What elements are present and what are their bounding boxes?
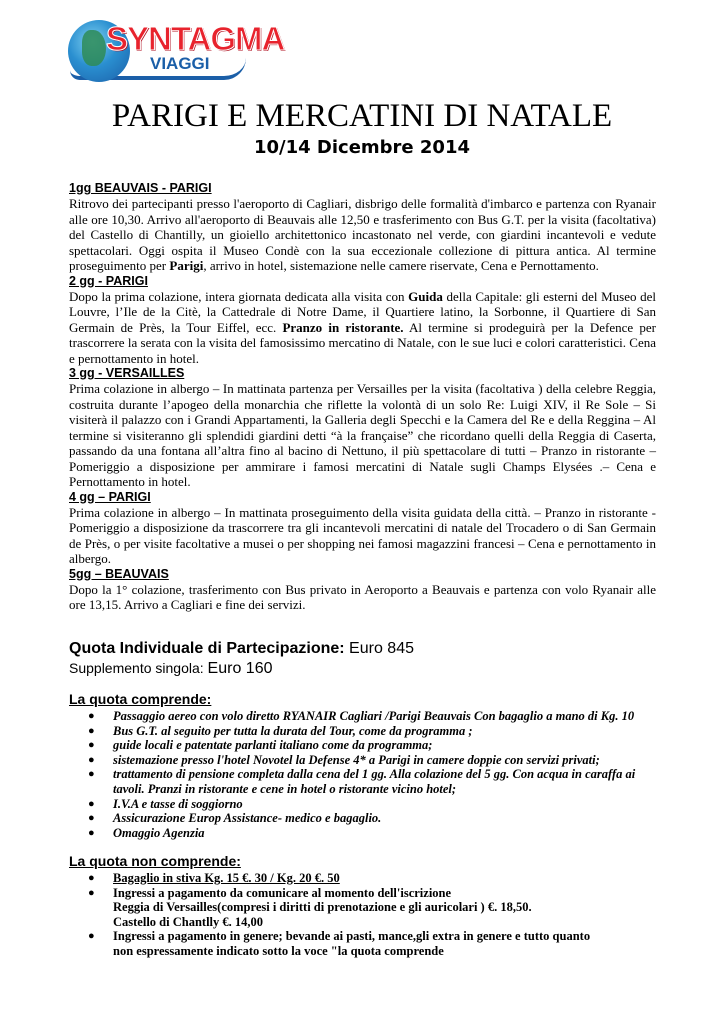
day-heading: 3 gg - VERSAILLES xyxy=(69,366,185,380)
includes-item: ● Bus G.T. al seguito per tutta la durata del Tour, come da programma ; xyxy=(88,724,668,739)
day-description xyxy=(69,381,656,490)
excludes-item-line: ● Ingressi a pagamento in genere; bevande ai pasti, mance,gli extra in genere e tutto quanto xyxy=(113,929,591,944)
day-heading: 4 gg – PARIGI xyxy=(69,489,151,504)
excludes-item xyxy=(88,886,668,930)
includes-item: ● I.V.A e tasse di soggiorno xyxy=(88,797,668,812)
text: Prima colazione in albergo – In mattinata proseguimento della visita guidata della città. – Pranzo in ristorante - Pomeriggio a disposizione da trascorrere tra gli incantevoli mercatini di natale del Trocadero o di San Germain de Près, o per visite facoltative a musei o per shopping nei famosi magazzini francesi – Cena e pernottamento in albergo. xyxy=(69,504,656,566)
excludes-item xyxy=(88,871,668,886)
syntagma-logo xyxy=(66,14,285,86)
day-description xyxy=(69,289,656,367)
excludes-item-line: ● Ingressi a pagamento da comunicare al momento dell'iscrizione xyxy=(113,885,452,900)
excludes-item-line: non espressamente indicato sotto la voce "la quota comprende xyxy=(113,943,444,958)
text: Dopo la prima colazione, intera giornata dedicata alla visita con xyxy=(69,288,409,304)
quota-label: Quota Individuale di Partecipazione: xyxy=(69,640,345,657)
excludes-item-line: Castello di Chantlly €. 14,00 xyxy=(113,914,264,929)
text: Prima colazione in albergo – In mattinata partenza per Versailles per la visita (facoltativa ) della celebre Reggia, costruita durante l’apogeo della monarchia che riflette la volontà di un solo Re: Luigi XIV, il Re Sole – Si visiterà il palazzo con i Grandi Appartamenti, la Galleria degli Specchi e la Camera del Re e della Reggina – Al termine si visiteranno gli splendidi giardini detti “à la française” che ricordano quelli della Reggia di Caserta, passando da una fontana all’altra fino al bacino di Nettuno, il più spettacolare di tutti – Pranzo in ristorante – Pomeriggio a disposizione per ammirare i famosi mercatini di Natale sugli Champs Elysées .– Cena e Pernottamento in hotel. xyxy=(69,381,656,489)
single-supplement-price: Euro 160 xyxy=(207,660,273,677)
text: della Capitale: gli esterni del Museo del Louvre, l’Ile de la Citè, la Cattedrale di Notre Dame, il Quartiere latino, la Sorbonne, il Quartiere di San Germain de Près, la Tour Eiffel, ecc. xyxy=(69,288,656,335)
text: Al termine si prodeguirà per la Defence per trascorrere la serata con la visita del famosissimo mercatino di Natale, con le sue luci e colori caratteristici. Cena e pernottamento in hotel. xyxy=(69,319,656,366)
includes-item: ● sistemazione presso l'hotel Novotel la Defense 4* a Parigi in camere doppie con servizi privati; xyxy=(88,753,668,768)
itinerary xyxy=(69,181,656,613)
excludes-item-line: Reggia di Versailles(compresi i diritti di prenotazione e gli auricolari ) €. 18,50. xyxy=(113,900,532,915)
text: , arrivo in hotel, sistemazione nelle camere riservate, Cena e Pernottamento. xyxy=(203,258,599,273)
day-heading: 5gg – BEAUVAIS xyxy=(69,566,169,581)
excludes-heading: La quota non comprende: xyxy=(69,853,241,869)
day-description xyxy=(69,582,656,613)
bold-text: Parigi xyxy=(169,258,204,273)
includes-item: ● Assicurazione Europ Assistance- medico e bagaglio. xyxy=(88,811,668,826)
document-title: PARIGI E MERCATINI DI NATALE xyxy=(111,98,613,134)
includes-item: ● Omaggio Agenzia xyxy=(88,826,668,841)
bold-text: Guida xyxy=(408,288,443,304)
quota-price: Euro 845 xyxy=(344,640,414,657)
quota-line xyxy=(69,640,414,658)
text: Dopo la 1° colazione, trasferimento con Bus privato in Aeroporto a Beauvais e partenza con volo Ryanair alle ore 13,15. Arrivo a Cagliari e fine dei servizi. xyxy=(69,581,656,612)
excludes-item xyxy=(88,929,668,958)
single-supplement xyxy=(69,660,272,678)
day-description xyxy=(69,196,656,274)
single-supplement-label: Supplemento singola: xyxy=(69,660,208,676)
includes-heading: La quota comprende: xyxy=(69,691,212,707)
bold-text: Pranzo in ristorante. xyxy=(282,319,404,335)
includes-item: ● Passaggio aereo con volo diretto RYANAIR Cagliari /Parigi Beauvais Con bagaglio a mano di Kg. 10 xyxy=(88,709,668,724)
includes-item: ● guide locali e patentate parlanti italiano come da programma; xyxy=(88,738,668,753)
text: Ritrovo dei partecipanti presso l'aeroporto di Cagliari, disbrigo delle formalità d'imbarco e partenza con Ryanair alle ore 10,30. Arrivo all'aeroporto di Beauvais alle 12,50 e trasferimento con Bus G.T. per la visita (facoltativa) del Castello di Chantilly, un gioiello architettonico incastonato nel verde, con giardini incantevoli e vedute spettacolari. Oggi ospita il Museo Condè con la sua eccezionale collezione di pittura antica. Al termine proseguimento per xyxy=(69,196,656,273)
tour-dates: 10/14 Dicembre 2014 xyxy=(253,137,471,158)
logo-subtitle: VIAGGI xyxy=(150,54,210,73)
includes-list xyxy=(88,709,668,840)
excludes-list xyxy=(88,871,668,959)
excludes-item-line: ● Bagaglio in stiva Kg. 15 €. 30 / Kg. 20 €. 50 xyxy=(113,871,340,885)
includes-item: ● trattamento di pensione completa dalla cena del 1 gg. Alla colazione del 5 gg. Con acqua in caraffa ai tavoli. Pranzi in ristorante e cene in hotel o ristorante vicino hotel; xyxy=(88,767,668,796)
day-heading: 1gg BEAUVAIS - PARIGI xyxy=(69,181,212,195)
day-description xyxy=(69,505,656,567)
day-heading: 2 gg - PARIGI xyxy=(69,273,148,288)
logo-brand: SYNTAGMA xyxy=(106,20,285,57)
